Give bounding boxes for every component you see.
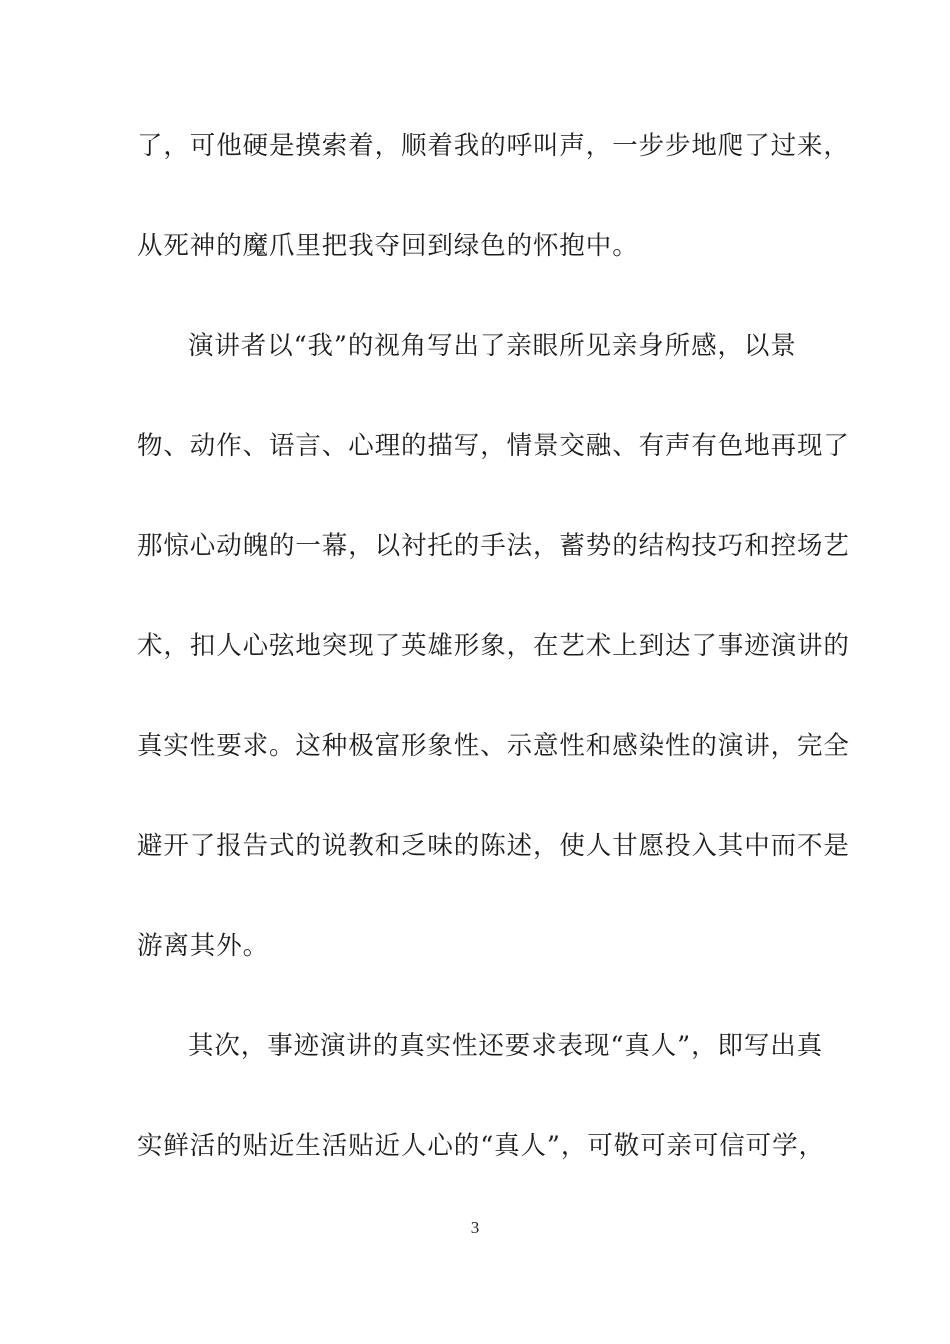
text-line: 了，可他硬是摸索着，顺着我的呼叫声，一步步地爬了过来， [137, 131, 850, 161]
paragraph-authenticity-real-person [137, 996, 837, 1196]
text-line: 物、动作、语言、心理的描写，情景交融、有声有色地再现了 [137, 431, 850, 461]
text-line: 演讲者以“我”的视角写出了亲眼所见亲身所感，以景 [188, 331, 797, 361]
text-line: 其次，事迹演讲的真实性还要求表现“真人”，即写出真 [188, 1031, 824, 1061]
text-line: 真实性要求。这种极富形象性、示意性和感染性的演讲，完全 [137, 731, 850, 761]
paragraph-continuation [137, 96, 850, 296]
text-line: 避开了报告式的说教和乏味的陈述，使人甘愿投入其中而不是 [137, 831, 850, 861]
text-line: 实鲜活的贴近生活贴近人心的“真人”，可敬可亲可信可学， [137, 1131, 825, 1161]
text-line: 从死神的魔爪里把我夺回到绿色的怀抱中。 [137, 231, 639, 261]
text-line: 术，扣人心弦地突现了英雄形象，在艺术上到达了事迹演讲的 [137, 631, 850, 661]
text-line: 那惊心动魄的一幕，以衬托的手法，蓄势的结构技巧和控场艺 [137, 531, 850, 561]
paragraph-speaker-perspective [137, 296, 850, 996]
document-body [137, 96, 850, 1196]
page-number: 3 [470, 1218, 480, 1237]
text-line: 游离其外。 [137, 931, 270, 961]
